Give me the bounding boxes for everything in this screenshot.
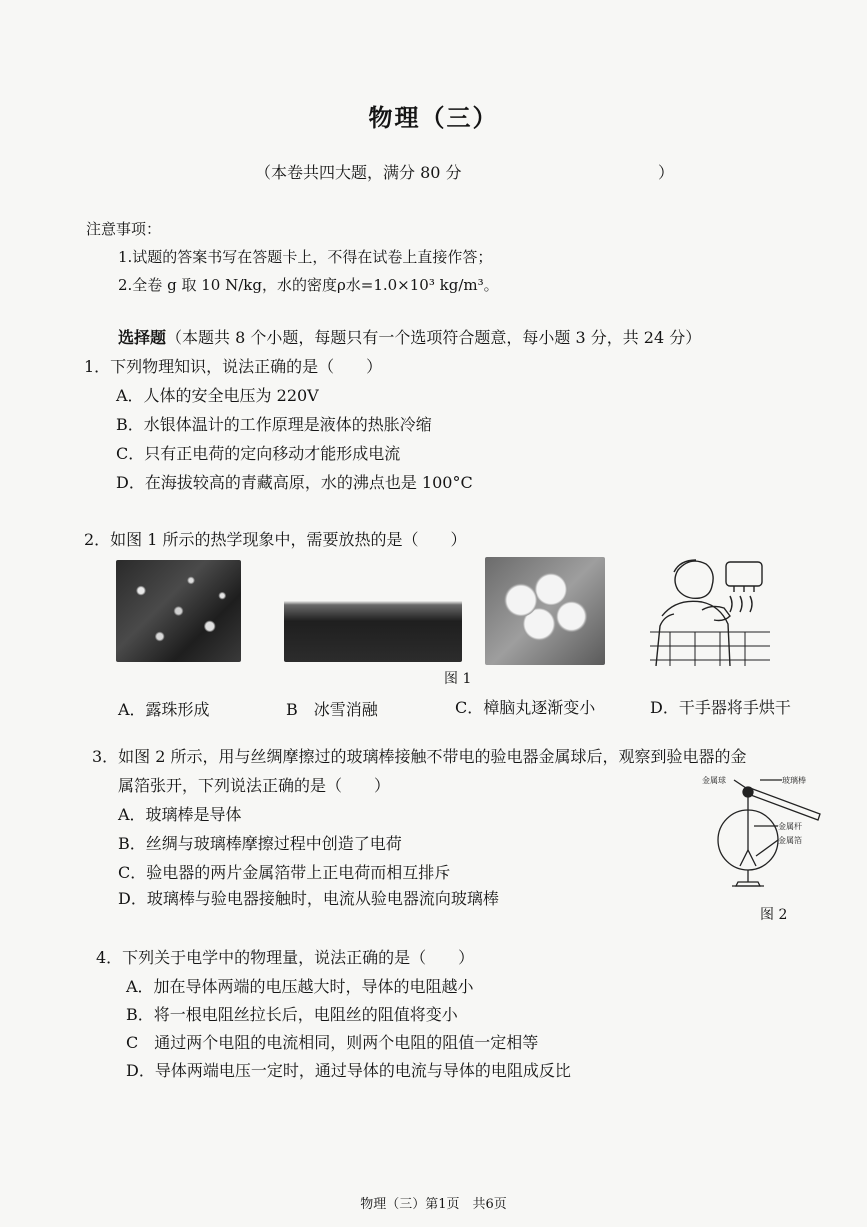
section-name: 选择题 — [118, 328, 167, 347]
section-desc: （本题共 8 个小题，每题只有一个选项符合题意，每小题 3 分，共 24 分） — [166, 328, 702, 347]
question-3-stem-line-1: 3．如图 2 所示，用与丝绸摩擦过的玻璃棒接触不带电的验电器金属球后，观察到验电器的金 — [92, 747, 747, 766]
question-1-option-d: D．在海拔较高的青藏高原，水的沸点也是 100°C — [116, 473, 473, 492]
question-3-option-d: D．玻璃棒与验电器接触时，电流从验电器流向玻璃棒 — [118, 889, 499, 908]
question-4-option-b: B．将一根电阻丝拉长后，电阻丝的阻值将变小 — [126, 1005, 458, 1024]
question-3-option-b: B．丝绸与玻璃棒摩擦过程中创造了电荷 — [118, 834, 402, 853]
question-4-option-d: D．导体两端电压一定时，通过导体的电流与导体的电阻成反比 — [126, 1061, 571, 1080]
figure-1-caption: 图 1 — [444, 671, 472, 687]
label-metal-ball: 金属球 — [702, 776, 726, 785]
electroscope-diagram — [698, 770, 828, 900]
question-4-option-c: C 通过两个电阻的电流相同，则两个电阻的阻值一定相等 — [126, 1033, 539, 1052]
question-3-option-c: C．验电器的两片金属箔带上正电荷而相互排斥 — [118, 863, 451, 882]
section-header — [118, 325, 701, 348]
question-2-option-a: A．露珠形成 — [118, 700, 210, 719]
exam-subtitle-close: ） — [658, 163, 675, 182]
question-2-option-c: C．樟脑丸逐渐变小 — [455, 698, 596, 717]
notes-heading: 注意事项： — [86, 220, 162, 238]
question-1-option-a: A．人体的安全电压为 220V — [116, 386, 319, 405]
question-1-stem: 1．下列物理知识，说法正确的是（ ） — [84, 357, 383, 376]
question-3-stem-line-2: 属箔张开，下列说法正确的是（ ） — [118, 776, 391, 795]
question-4-option-a: A．加在导体两端的电压越大时，导体的电阻越小 — [126, 977, 474, 996]
question-2-stem: 2．如图 1 所示的热学现象中，需要放热的是（ ） — [84, 530, 467, 549]
snow-melting-photo — [284, 560, 462, 662]
note-item: 2.全卷 g 取 10 N/kg，水的密度ρ水=1.0×10³ kg/m³。 — [118, 276, 499, 294]
question-1-option-b: B．水银体温计的工作原理是液体的热胀冷缩 — [116, 415, 432, 434]
dew-drops-photo — [116, 560, 241, 662]
label-metal-foil: 金属箔 — [778, 836, 802, 845]
exam-subtitle: （本卷共四大题，满分 80 分 — [255, 163, 462, 182]
note-item: 1.试题的答案书写在答题卡上，不得在试卷上直接作答； — [118, 248, 493, 266]
label-glass-rod: 玻璃棒 — [782, 776, 806, 785]
label-metal-rod: 金属杆 — [778, 822, 802, 831]
mothballs-photo — [485, 557, 605, 665]
question-2-option-d: D．干手器将手烘干 — [650, 698, 791, 717]
question-1-option-c: C．只有正电荷的定向移动才能形成电流 — [116, 444, 401, 463]
question-4-stem: 4．下列关于电学中的物理量，说法正确的是（ ） — [96, 948, 475, 967]
hand-dryer-illustration — [640, 556, 775, 666]
question-2-option-b: B 冰雪消融 — [286, 700, 378, 719]
page-title: 物理（三） — [368, 103, 499, 132]
question-3-option-a: A．玻璃棒是导体 — [118, 805, 242, 824]
figure-2-caption: 图 2 — [760, 907, 788, 923]
page-footer: 物理（三）第1页 共6页 — [360, 1197, 507, 1212]
